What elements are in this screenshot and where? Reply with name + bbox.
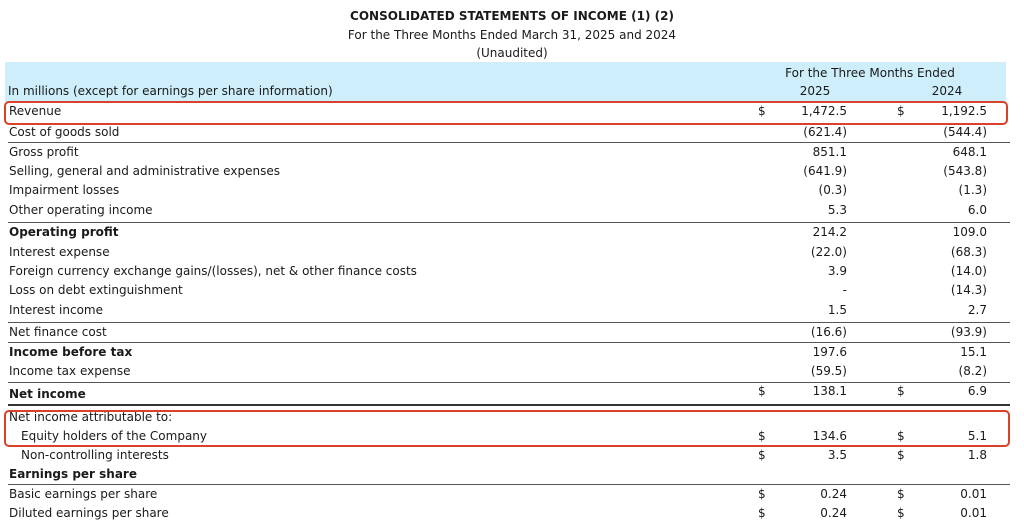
double-rule-line [8,404,1010,406]
dollar-sign: $ [758,448,766,462]
value-2025: 138.1 [812,384,847,398]
dollar-sign: $ [758,384,766,398]
value-2025: 3.9 [827,264,847,278]
value-2025: (16.6) [810,325,847,339]
row-income-before-tax [0,342,1010,362]
value-2025: 5.3 [827,203,847,217]
attributable-highlight-box [4,410,1010,447]
value-2025: 851.1 [812,145,847,159]
value-2024: 648.1 [952,145,987,159]
value-2024: (544.4) [943,125,987,139]
dollar-sign: $ [897,448,905,462]
dollar-sign: $ [897,487,905,501]
row-label: Interest income [9,303,104,317]
row-label: Cost of goods sold [9,125,120,139]
row-label: Foreign currency exchange gains/(losses), net & other finance costs [9,264,417,278]
units-label: In millions (except for earnings per share information) [8,84,333,98]
row-non-controlling-interests [0,445,1010,465]
value-2024: (14.3) [950,283,987,297]
row-cost-of-goods-sold [0,122,1010,142]
row-net-income [0,381,1010,401]
row-diluted-eps [0,503,1010,523]
value-2025: (59.5) [810,364,847,378]
period-header: For the Three Months Ended [785,66,955,80]
dollar-sign: $ [897,104,905,118]
value-2025: (0.3) [818,183,847,197]
value-2025: 1.5 [827,303,847,317]
value-2025: 214.2 [812,225,847,239]
value-2024: 6.9 [967,384,987,398]
value-2024: 1.8 [967,448,987,462]
value-2025: - [842,283,847,297]
rule-line [8,484,1010,485]
value-2024: (543.8) [943,164,987,178]
rule-line [8,142,1010,143]
dollar-sign: $ [758,104,766,118]
row-label: Basic earnings per share [9,487,158,501]
row-label: Other operating income [9,203,153,217]
dollar-sign: $ [758,506,766,520]
value-2024: 109.0 [952,225,987,239]
row-label: Selling, general and administrative expenses [9,164,280,178]
row-label: Income before tax [9,345,133,359]
value-2025: 3.5 [827,448,847,462]
rule-line [8,322,1010,323]
value-2024: 15.1 [960,345,987,359]
row-label: Interest expense [9,245,110,259]
row-fx-finance-costs [0,261,1010,281]
row-net-finance-cost [0,322,1010,342]
dollar-sign: $ [897,506,905,520]
row-impairment-losses [0,180,1010,200]
value-2024: (14.0) [950,264,987,278]
dollar-sign: $ [897,384,905,398]
row-label: Diluted earnings per share [9,506,169,520]
row-income-tax-expense [0,361,1010,381]
row-interest-income [0,300,1010,320]
row-label: Net income [9,387,86,401]
revenue-highlight-box [4,101,1008,125]
rule-line [8,222,1010,223]
value-2024: 6.0 [967,203,987,217]
row-gross-profit [0,142,1010,162]
row-sga-expenses [0,161,1010,181]
value-2024: (8.2) [958,364,987,378]
dollar-sign: $ [758,429,766,443]
row-label: Net finance cost [9,325,107,339]
value-2024: (1.3) [958,183,987,197]
row-label: Operating profit [9,225,119,239]
value-2025: 0.24 [820,506,847,520]
row-interest-expense [0,242,1010,262]
dollar-sign: $ [758,487,766,501]
row-operating-profit [0,222,1010,242]
row-basic-eps [0,484,1010,504]
column-header-band [5,62,1006,102]
row-label: Non-controlling interests [21,448,169,462]
statement-title: CONSOLIDATED STATEMENTS OF INCOME (1) (2) [350,9,674,23]
row-other-operating-income [0,200,1010,220]
row-label: Equity holders of the Company [21,429,208,443]
value-2025: 1,472.5 [801,104,847,118]
value-2025: 134.6 [812,429,847,443]
value-2024: 1,192.5 [941,104,987,118]
row-label: Income tax expense [9,364,131,378]
rule-line [8,382,1010,383]
value-2024: 0.01 [960,506,987,520]
value-2024: (93.9) [950,325,987,339]
value-2024: 0.01 [960,487,987,501]
row-label: Impairment losses [9,183,120,197]
value-2024: 5.1 [967,429,987,443]
value-2025: (621.4) [803,125,847,139]
rule-line [8,342,1010,343]
unaudited-note: (Unaudited) [476,46,548,60]
row-label: Net income attributable to: [9,410,173,424]
dollar-sign: $ [897,429,905,443]
year-2024-header: 2024 [931,84,963,98]
value-2025: (22.0) [810,245,847,259]
value-2024: 2.7 [967,303,987,317]
statement-subtitle: For the Three Months Ended March 31, 2025 and 2024 [347,28,677,42]
value-2025: 197.6 [812,345,847,359]
row-loss-on-debt-extinguishment [0,280,1010,300]
row-label: Gross profit [9,145,79,159]
row-label: Earnings per share [9,467,137,481]
row-label: Revenue [9,104,62,118]
row-label: Loss on debt extinguishment [9,283,183,297]
value-2025: 0.24 [820,487,847,501]
value-2025: (641.9) [803,164,847,178]
year-2025-header: 2025 [799,84,831,98]
row-earnings-per-share-heading [0,464,1010,484]
value-2024: (68.3) [950,245,987,259]
